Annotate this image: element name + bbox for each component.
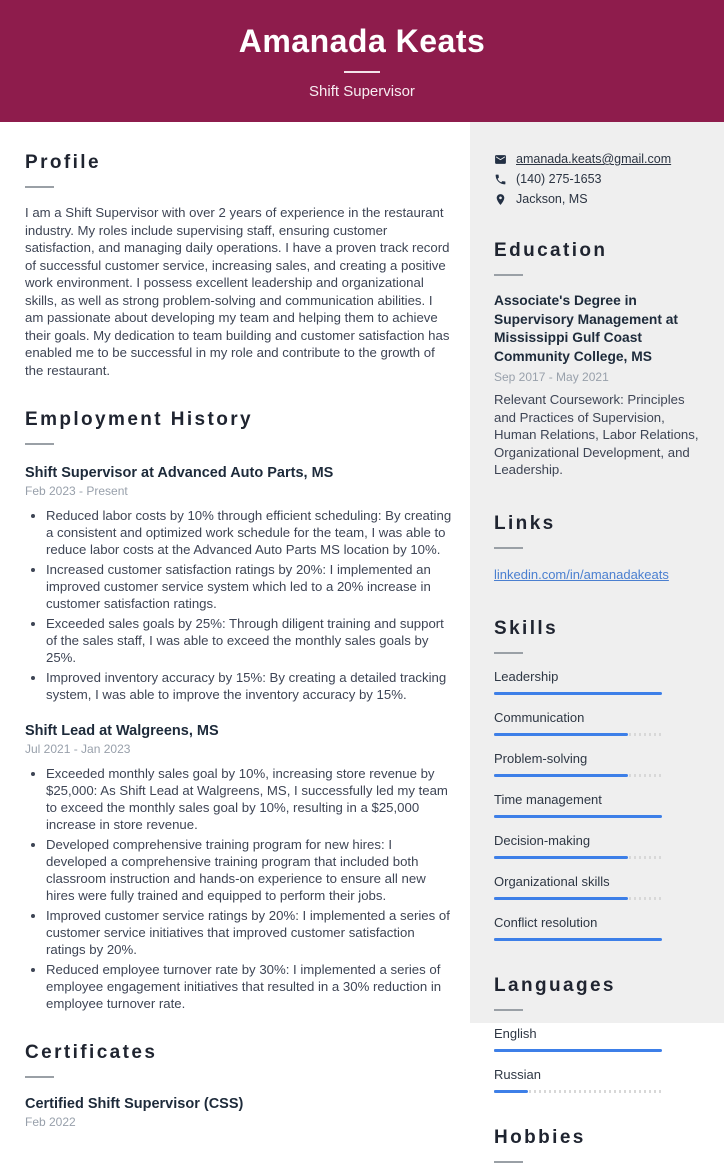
contact-location-row xyxy=(494,192,700,206)
job-bullet: • Reduced employee turnover rate by 30%: I implemented a series of employee engagement initiatives that resulted in a 30% reduction in employee turnover rate. xyxy=(46,961,454,1012)
job-entry xyxy=(25,723,454,1012)
certificates-section xyxy=(25,1042,454,1129)
hobbies-section xyxy=(494,1127,700,1163)
skill-item xyxy=(494,751,700,777)
skills-heading: Skills xyxy=(494,617,559,639)
location-text: Jackson, MS xyxy=(516,192,588,206)
contact-phone-row xyxy=(494,172,700,186)
job-bullet: • Exceeded sales goals by 25%: Through diligent training and support of the sales staff, I was able to exceed the monthly sales goals by 25%. xyxy=(46,615,454,666)
phone-icon xyxy=(494,173,507,186)
skill-meter xyxy=(494,815,662,818)
skill-item xyxy=(494,874,700,900)
location-pin-icon xyxy=(494,193,507,206)
skill-item xyxy=(494,833,700,859)
job-dates: Jul 2021 - Jan 2023 xyxy=(25,742,131,756)
section-rule xyxy=(25,1076,54,1078)
section-rule xyxy=(25,443,54,445)
education-dates: Sep 2017 - May 2021 xyxy=(494,370,609,384)
skill-meter xyxy=(494,774,662,777)
employment-heading: Employment History xyxy=(25,409,253,430)
profile-text: I am a Shift Supervisor with over 2 years of experience in the restaurant industry. My roles include supervising staff, ensuring customer satisfaction, and managing daily operations. I have a proven track record of successful customer service, increasing sales, and creating a positive work environment. I possess excellent leadership and organizational skills, as well as strong problem-solving and communication abilities. I am passionate about developing my team and helping them to achieve their goals. My dedication to team building and customer satisfaction has enabled me to be successful in my role and contribute to the growth of the restaurant. xyxy=(25,205,450,378)
education-section xyxy=(494,240,700,479)
hobbies-heading: Hobbies xyxy=(494,1126,586,1148)
skill-meter xyxy=(494,692,662,695)
skill-meter-fill xyxy=(494,733,628,736)
job-bullet-list xyxy=(25,507,454,703)
linkedin-link[interactable]: linkedin.com/in/amanadakeats xyxy=(494,566,669,582)
left-column xyxy=(0,122,470,1129)
certificates-heading: Certificates xyxy=(25,1042,158,1063)
skill-label: Organizational skills xyxy=(494,873,610,889)
job-bullet: • Improved inventory accuracy by 15%: By creating a detailed tracking system, I was able to improve the inventory accuracy by 15%. xyxy=(46,669,454,703)
skill-item xyxy=(494,915,700,941)
skill-meter xyxy=(494,938,662,941)
phone-number: (140) 275-1653 xyxy=(516,172,602,186)
skill-label: Decision-making xyxy=(494,832,591,848)
job-bullet: • Exceeded monthly sales goal by 10%, increasing store revenue by $25,000: As Shift Lead at Walgreens, MS, I successfully led my team to exceed the monthly sales goal by 10%, resulting in a $25,000 increase in store revenue. xyxy=(46,765,454,833)
skill-label: Conflict resolution xyxy=(494,914,598,930)
certificate-dates: Feb 2022 xyxy=(25,1115,76,1129)
links-heading: Links xyxy=(494,512,556,534)
skill-label: Time management xyxy=(494,791,602,807)
skill-meter-fill xyxy=(494,692,662,695)
job-bullet: • Improved customer service ratings by 20%: I implemented a series of customer service initiatives that improved customer satisfaction ratings by 20%. xyxy=(46,907,454,958)
header-banner xyxy=(0,0,724,122)
section-rule xyxy=(494,1161,523,1163)
section-rule xyxy=(494,274,523,276)
language-meter-fill xyxy=(494,1049,662,1052)
skill-item xyxy=(494,710,700,736)
skill-item xyxy=(494,669,700,695)
job-bullet: • Developed comprehensive training program for new hires: I developed a comprehensive training program that included both classroom instruction and hands-on experience to ensure all new hires were fully trained and equipped to perform their jobs. xyxy=(46,836,454,904)
language-item xyxy=(494,1067,700,1093)
skill-label: Problem-solving xyxy=(494,750,588,766)
employment-section xyxy=(25,409,454,1012)
job-title: Shift Supervisor at Advanced Auto Parts, MS xyxy=(25,465,334,481)
candidate-name: Amanada Keats xyxy=(238,22,486,59)
profile-section xyxy=(25,152,454,379)
section-rule xyxy=(494,652,523,654)
section-rule xyxy=(25,186,54,188)
education-heading: Education xyxy=(494,240,608,261)
language-meter xyxy=(494,1090,662,1093)
language-label: English xyxy=(494,1025,537,1041)
job-bullet: • Reduced labor costs by 10% through efficient scheduling: By creating a consistent and optimized work schedule for the team, I was able to reduce labor costs at the Advanced Auto Parts MS location by 10%. xyxy=(46,507,454,558)
language-meter-fill xyxy=(494,1090,528,1093)
contact-email-row xyxy=(494,152,700,166)
language-meter xyxy=(494,1049,662,1052)
contact-section xyxy=(494,152,700,206)
job-dates: Feb 2023 - Present xyxy=(25,484,128,498)
job-title: Shift Lead at Walgreens, MS xyxy=(25,723,219,739)
skill-meter-fill xyxy=(494,815,662,818)
skills-section xyxy=(494,618,700,941)
language-label: Russian xyxy=(494,1066,541,1082)
skill-meter-fill xyxy=(494,938,662,941)
email-link[interactable]: amanada.keats@gmail.com xyxy=(516,152,672,166)
skill-label: Leadership xyxy=(494,668,559,684)
resume-body xyxy=(0,122,724,1148)
section-rule xyxy=(494,547,523,549)
section-rule xyxy=(494,1009,523,1011)
links-section xyxy=(494,513,700,584)
certificate-title: Certified Shift Supervisor (CSS) xyxy=(25,1096,244,1112)
education-description: Relevant Coursework: Principles and Practices of Supervision, Human Relations, Labor Relations, Organizational Development, and Leadership. xyxy=(494,392,699,477)
job-bullet: • Increased customer satisfaction ratings by 20%: I implemented an improved customer service system which led to a 20% increase in customer satisfaction ratings. xyxy=(46,561,454,612)
email-icon xyxy=(494,153,507,166)
skill-meter xyxy=(494,897,662,900)
skill-meter-fill xyxy=(494,774,628,777)
profile-heading: Profile xyxy=(25,152,101,173)
languages-section xyxy=(494,975,700,1093)
skill-item xyxy=(494,792,700,818)
skill-meter xyxy=(494,733,662,736)
skill-meter-fill xyxy=(494,856,628,859)
skill-meter xyxy=(494,856,662,859)
skill-meter-fill xyxy=(494,897,628,900)
language-item xyxy=(494,1026,700,1052)
candidate-job-title: Shift Supervisor xyxy=(309,82,415,100)
header-divider xyxy=(344,71,380,73)
job-entry xyxy=(25,465,454,703)
job-bullet-list xyxy=(25,765,454,1012)
education-degree: Associate's Degree in Supervisory Management at Mississippi Gulf Coast Community College, MS xyxy=(494,293,679,364)
sidebar xyxy=(470,122,724,1148)
skill-label: Communication xyxy=(494,709,585,725)
languages-heading: Languages xyxy=(494,974,616,996)
